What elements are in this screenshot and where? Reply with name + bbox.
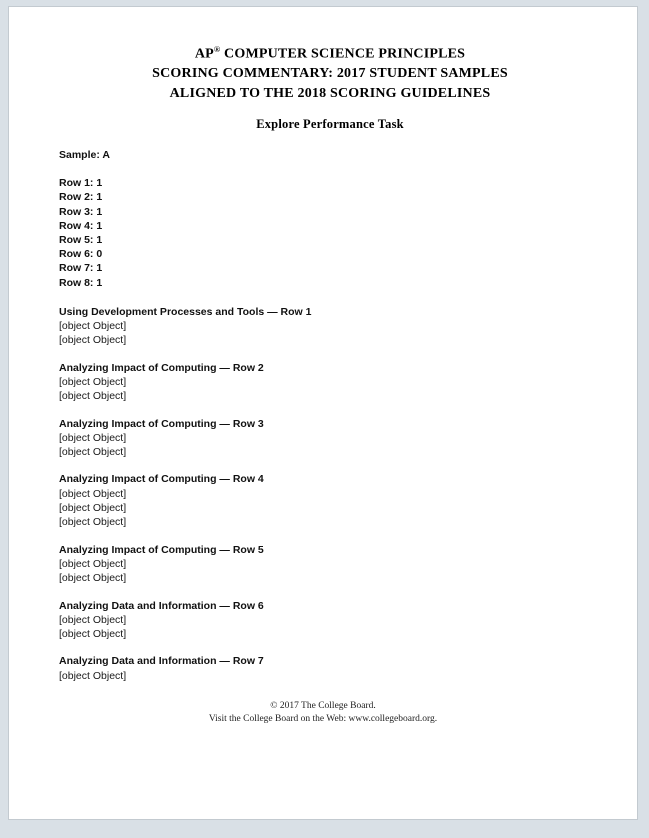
section-paragraphs [59,613,601,642]
row-score-value: 1 [96,262,103,275]
registered-trademark-symbol: ® [213,45,221,54]
commentary-sections [59,305,601,683]
section-heading: Analyzing Impact of Computing — Row 3 [59,417,264,430]
document-page [8,6,638,820]
section-heading: Analyzing Data and Information — Row 7 [59,655,264,668]
row-score-line [59,247,601,261]
section-paragraph: [object Object] [59,431,127,444]
section-paragraph: [object Object] [59,613,127,626]
document-subtitle: Explore Performance Task [256,117,404,132]
row-score-line [59,233,601,247]
row-score-label: Row 7: [59,262,94,275]
row-score-label: Row 1: [59,177,94,190]
section-paragraphs [59,431,601,460]
footer-copyright: © 2017 The College Board. [270,701,376,712]
section-paragraph: [object Object] [59,487,127,500]
section-heading: Analyzing Impact of Computing — Row 4 [59,473,264,486]
row-score-value: 1 [96,219,103,232]
row-score-value: 1 [96,205,103,218]
row-score-label: Row 8: [59,276,94,289]
row-score-label: Row 2: [59,191,94,204]
title-ap-text: AP [194,46,214,62]
document-title-line-3: ALIGNED TO THE 2018 SCORING GUIDELINES [169,85,491,101]
section-paragraph: [object Object] [59,334,127,347]
section-paragraph: [object Object] [59,375,127,388]
section-paragraph: [object Object] [59,502,127,515]
section-heading: Analyzing Data and Information — Row 6 [59,599,264,612]
section-paragraph: [object Object] [59,572,127,585]
row-score-label: Row 4: [59,219,94,232]
row-score-value: 0 [96,248,103,261]
page-footer [45,700,601,725]
row-score-label: Row 6: [59,248,94,261]
section-heading: Using Development Processes and Tools — Row 1 [59,305,312,318]
row-score-line [59,276,601,290]
row-score-line [59,176,601,190]
row-score-line [59,219,601,233]
section-paragraph: [object Object] [59,628,127,641]
row-score-line [59,261,601,275]
section-heading: Analyzing Impact of Computing — Row 2 [59,361,264,374]
title-line1-text: COMPUTER SCIENCE PRINCIPLES [220,46,466,62]
section-paragraphs [59,319,601,348]
row-score-value: 1 [96,177,103,190]
row-score-label: Row 3: [59,205,94,218]
section-paragraph: [object Object] [59,669,127,682]
row-score-line [59,205,601,219]
section-paragraph: [object Object] [59,390,127,403]
row-scores-list [59,176,601,290]
document-title-line-2: SCORING COMMENTARY: 2017 STUDENT SAMPLES [152,66,508,82]
footer-web-address: Visit the College Board on the Web: www.collegeboard.org. [208,713,438,724]
section-paragraph: [object Object] [59,516,127,529]
row-score-value: 1 [96,276,103,289]
section-paragraph: [object Object] [59,320,127,333]
section-heading: Analyzing Impact of Computing — Row 5 [59,543,264,556]
row-score-line [59,190,601,204]
commentary-section [59,543,601,586]
row-score-value: 1 [96,191,103,204]
section-paragraphs [59,669,601,683]
section-paragraph: [object Object] [59,446,127,459]
commentary-section [59,305,601,348]
commentary-section [59,417,601,460]
commentary-section [59,472,601,529]
section-paragraph: [object Object] [59,557,127,570]
section-paragraphs [59,557,601,586]
document-title [59,40,601,103]
commentary-section [59,654,601,683]
sample-label: Sample: A [59,149,110,162]
section-paragraphs [59,375,601,404]
section-paragraphs [59,487,601,530]
commentary-section [59,361,601,404]
row-score-label: Row 5: [59,233,94,246]
document-title-line-1 [59,40,601,64]
row-score-value: 1 [96,233,103,246]
commentary-section [59,599,601,642]
